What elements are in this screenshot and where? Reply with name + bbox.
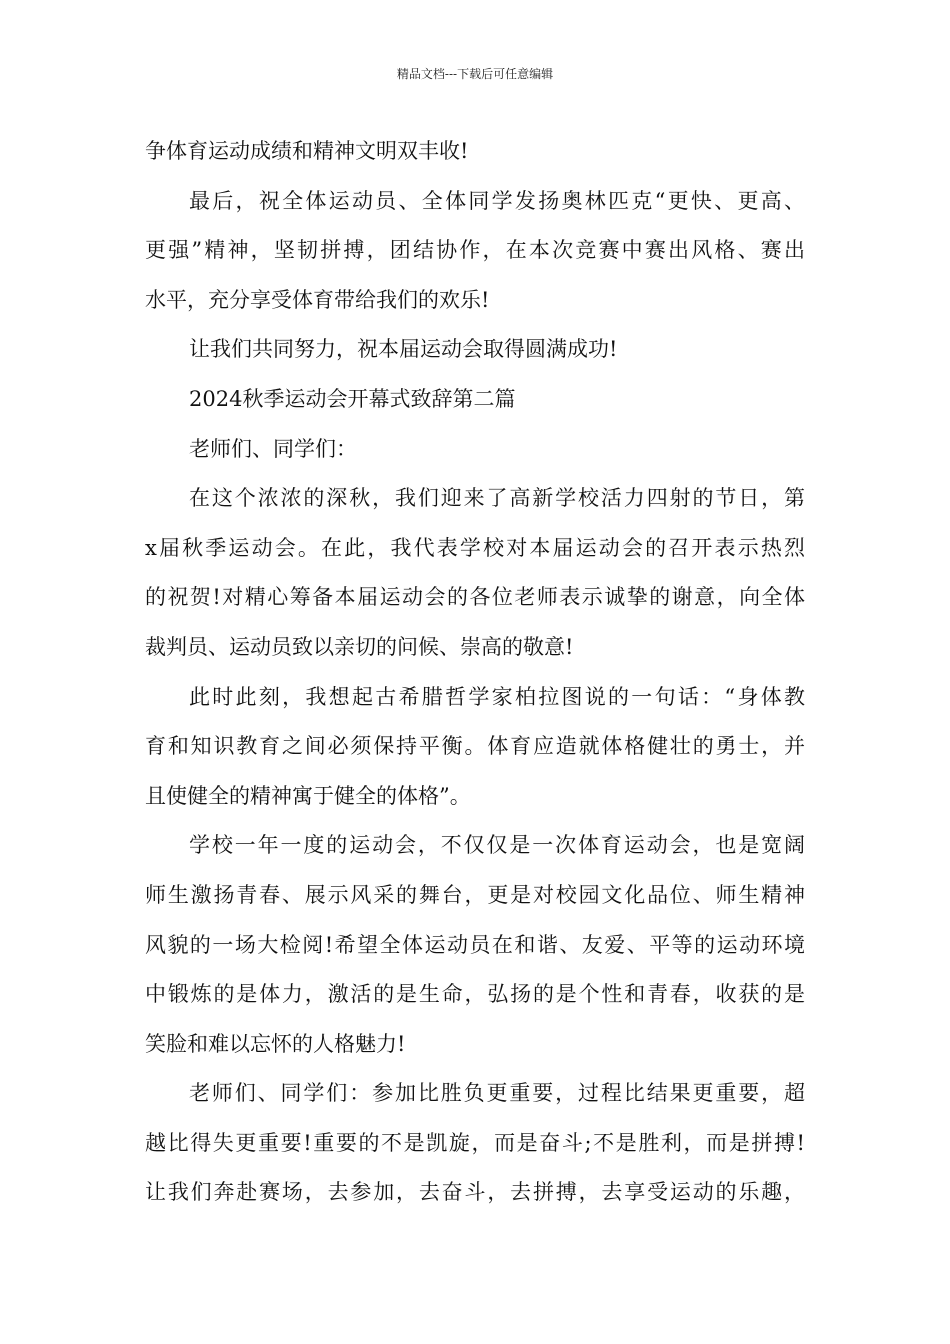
text-line: 学校一年一度的运动会，不仅仅是一次体育运动会，也是宽阔 xyxy=(189,833,805,858)
text-line: 的祝贺!对精心筹备本届运动会的各位老师表示诚挚的谢意，向全体 xyxy=(145,585,805,610)
text-line: 水平，充分享受体育带给我们的欢乐! xyxy=(145,287,490,312)
text-line: 最后，祝全体运动员、全体同学发扬奥林匹克“更快、更高、 xyxy=(189,188,805,213)
text-line: 此时此刻，我想起古希腊哲学家柏拉图说的一句话：“身体教 xyxy=(189,684,805,709)
text-line: 师生激扬青春、展示风采的舞台，更是对校园文化品位、师生精神 xyxy=(145,882,805,907)
text-line: 且使健全的精神寓于健全的体格”。 xyxy=(145,783,471,808)
text-line: 笑脸和难以忘怀的人格魅力! xyxy=(145,1031,406,1056)
text-line: 老师们、同学们： xyxy=(189,436,357,461)
text-line: 裁判员、运动员致以亲切的问候、崇高的敬意! xyxy=(145,634,574,659)
text-line: 让我们奔赴赛场，去参加，去奋斗，去拼搏，去享受运动的乐趣， xyxy=(145,1180,805,1205)
text-line: 在这个浓浓的深秋，我们迎来了高新学校活力四射的节日，第 xyxy=(189,486,805,511)
text-line: 2024秋季运动会开幕式致辞第二篇 xyxy=(189,386,516,411)
text-line: x届秋季运动会。在此，我代表学校对本届运动会的召开表示热烈 xyxy=(145,535,805,560)
document-body xyxy=(145,127,805,1218)
text-line: 越比得失更重要!重要的不是凯旋，而是奋斗;不是胜利，而是拼搏! xyxy=(145,1130,805,1155)
text-line: 中锻炼的是体力，激活的是生命，弘扬的是个性和青春，收获的是 xyxy=(145,982,805,1007)
page-header: 精品文档---下载后可任意编辑 xyxy=(396,67,554,81)
text-line: 风貌的一场大检阅!希望全体运动员在和谐、友爱、平等的运动环境 xyxy=(145,932,805,957)
text-line: 争体育运动成绩和精神文明双丰收! xyxy=(145,139,469,163)
text-line: 更强”精神，坚韧拼搏，团结协作，在本次竞赛中赛出风格、赛出 xyxy=(145,238,805,263)
text-line: 让我们共同努力，祝本届运动会取得圆满成功! xyxy=(189,337,618,362)
text-line: 育和知识教育之间必须保持平衡。体育应造就体格健壮的勇士，并 xyxy=(145,734,805,759)
text-line: 老师们、同学们：参加比胜负更重要，过程比结果更重要，超 xyxy=(189,1081,805,1106)
